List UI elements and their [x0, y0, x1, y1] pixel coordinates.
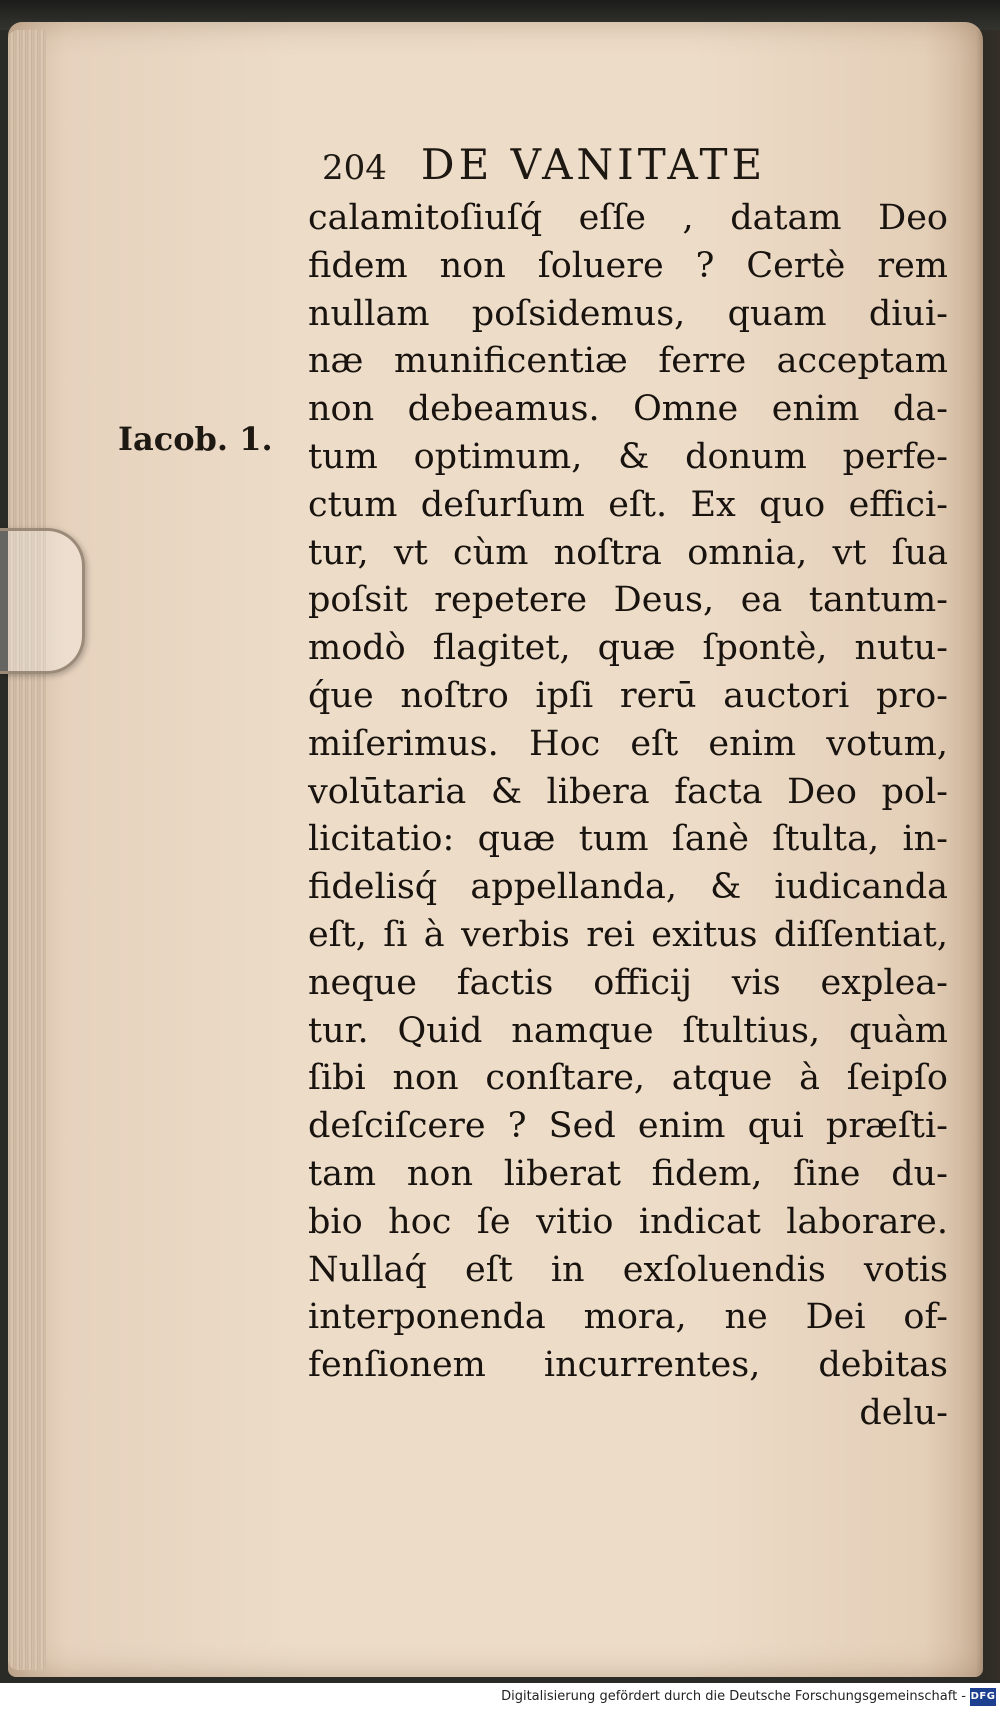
text-line: ctum deſurſum eſt. Ex quo effici-	[308, 484, 948, 525]
page-edges	[8, 30, 46, 1670]
body-text	[308, 195, 948, 1438]
text-line: nullam poſsidemus, quam diui-	[308, 293, 948, 334]
margin-note: Iacob. 1.	[118, 420, 273, 458]
text-line: deſciſcere ? Sed enim qui præſti-	[308, 1106, 948, 1147]
text-line: tam non liberat fidem, ſine du-	[308, 1153, 948, 1194]
gutter-shadow	[976, 30, 1000, 1680]
page-number: 204	[322, 148, 387, 188]
text-line: fidelisq́ appellanda, & iudicanda	[308, 867, 948, 908]
text-line: ſibi non conſtare, atque à ſeipſo	[308, 1058, 948, 1099]
page-header	[322, 140, 766, 192]
text-line: miſerimus. Hoc eſt enim votum,	[308, 723, 948, 764]
text-line: tur. Quid namque ſtultius, quàm	[308, 1010, 948, 1051]
footer-credit: Digitalisierung gefördert durch die Deutsche Forschungsgemeinschaft -	[501, 1689, 966, 1704]
text-line: tum optimum, & donum perfe-	[308, 436, 948, 477]
text-line: næ munificentiæ ferre acceptam	[308, 341, 948, 382]
text-line: non debeamus. Omne enim da-	[308, 389, 948, 430]
text-line: bio hoc ſe vitio indicat laborare.	[308, 1201, 948, 1242]
text-line: volūtaria & libera facta Deo pol-	[308, 771, 948, 812]
text-line: fenſionem incurrentes, debitas	[308, 1345, 948, 1386]
text-line: calamitoſiuſq́ eſſe , datam Deo	[308, 198, 948, 238]
text-line: fidem non ſoluere ? Certè rem	[308, 245, 948, 286]
running-title: DE VANITATE	[420, 140, 767, 189]
footer-bar	[0, 1683, 1000, 1713]
text-line: modò flagitet, quæ ſpontè, nutu-	[308, 628, 948, 669]
book-clasp	[0, 528, 85, 674]
text-line: q́ue noſtro ipſi rerū auctori pro-	[308, 675, 948, 716]
text-line: poſsit repetere Deus, ea tantum-	[308, 580, 948, 621]
text-line: interponenda mora, ne Dei of-	[308, 1297, 948, 1338]
text-line: delu-	[859, 1392, 948, 1433]
dfg-logo-icon: DFG	[970, 1688, 996, 1706]
text-line: Nullaq́ eſt in exſoluendis votis	[308, 1249, 948, 1290]
text-line: licitatio: quæ tum ſanè ſtulta, in-	[308, 819, 948, 860]
text-line: eſt, ſi à verbis rei exitus diſſentiat,	[308, 914, 948, 955]
text-line: tur, vt cùm noſtra omnia, vt ſua	[308, 532, 948, 573]
text-line: neque factis officij vis explea-	[308, 962, 948, 1003]
